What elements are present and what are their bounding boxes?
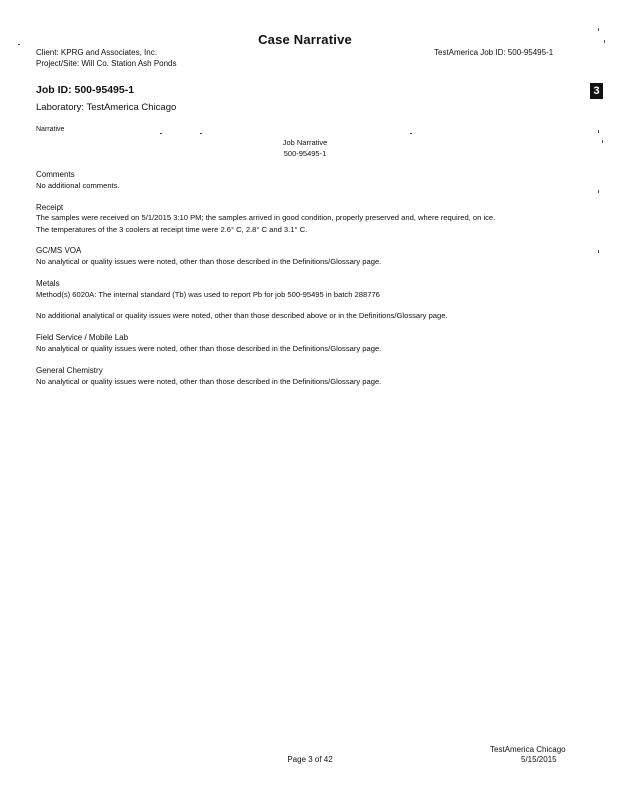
- section-text-comments: No additional comments.: [36, 181, 120, 190]
- scan-speck: [598, 28, 599, 31]
- section-text-field-service: No analytical or quality issues were noted, other than those described in the Definitions/Glossary page.: [36, 344, 382, 353]
- section-heading-metals: Metals: [36, 279, 60, 288]
- section-heading-comments: Comments: [36, 170, 75, 179]
- scan-speck: [598, 190, 599, 193]
- section-text-gcms-voa: No analytical or quality issues were noted, other than those described in the Definitions/Glossary page.: [36, 257, 382, 266]
- section-heading-field-service: Field Service / Mobile Lab: [36, 333, 129, 342]
- section-heading-general-chemistry: General Chemistry: [36, 366, 103, 375]
- scan-speck: [604, 40, 605, 43]
- section-tab-marker: 3: [590, 83, 603, 99]
- section-text-metals-1: Method(s) 6020A: The internal standard (Tb) was used to report Pb for job 500-95495 in batch 288776: [36, 290, 380, 299]
- page-title: Case Narrative: [258, 32, 352, 47]
- section-text-general-chemistry: No analytical or quality issues were noted, other than those described in the Definitions/Glossary page.: [36, 377, 382, 386]
- section-text-receipt-2: The temperatures of the 3 coolers at receipt time were 2.6° C, 2.8° C and 3.1° C.: [36, 225, 308, 234]
- job-narrative-title: Job Narrative: [282, 138, 328, 147]
- section-heading-gcms-voa: GC/MS VOA: [36, 246, 82, 255]
- narrative-label: Narrative: [36, 126, 65, 133]
- scan-speck: [200, 133, 202, 134]
- project-line: Project/Site: Will Co. Station Ash Ponds: [36, 59, 177, 68]
- scan-speck: [160, 133, 162, 134]
- page-number: Page 3 of 42: [287, 755, 333, 764]
- section-heading-receipt: Receipt: [36, 203, 64, 212]
- client-line: Client: KPRG and Associates, Inc.: [36, 48, 157, 57]
- laboratory-line: Laboratory: TestAmerica Chicago: [36, 102, 177, 113]
- scan-speck: [598, 250, 599, 253]
- scan-speck: [598, 130, 599, 133]
- footer-lab-name: TestAmerica Chicago: [490, 745, 566, 754]
- job-id-header: TestAmerica Job ID: 500-95495-1: [434, 48, 554, 57]
- section-text-receipt-1: The samples were received on 5/1/2015 3:10 PM; the samples arrived in good condition, properly preserved and, where required, on ice.: [36, 213, 496, 222]
- section-text-metals-2: No additional analytical or quality issues were noted, other than those described above or in the Definitions/Glossary page.: [36, 311, 448, 320]
- scan-speck: [410, 133, 412, 134]
- footer-date: 5/15/2015: [521, 755, 557, 764]
- scan-speck: [18, 44, 20, 45]
- job-narrative-id: 500-95495-1: [283, 149, 327, 158]
- job-id-heading: Job ID: 500-95495-1: [36, 84, 135, 96]
- scan-speck: [602, 140, 603, 143]
